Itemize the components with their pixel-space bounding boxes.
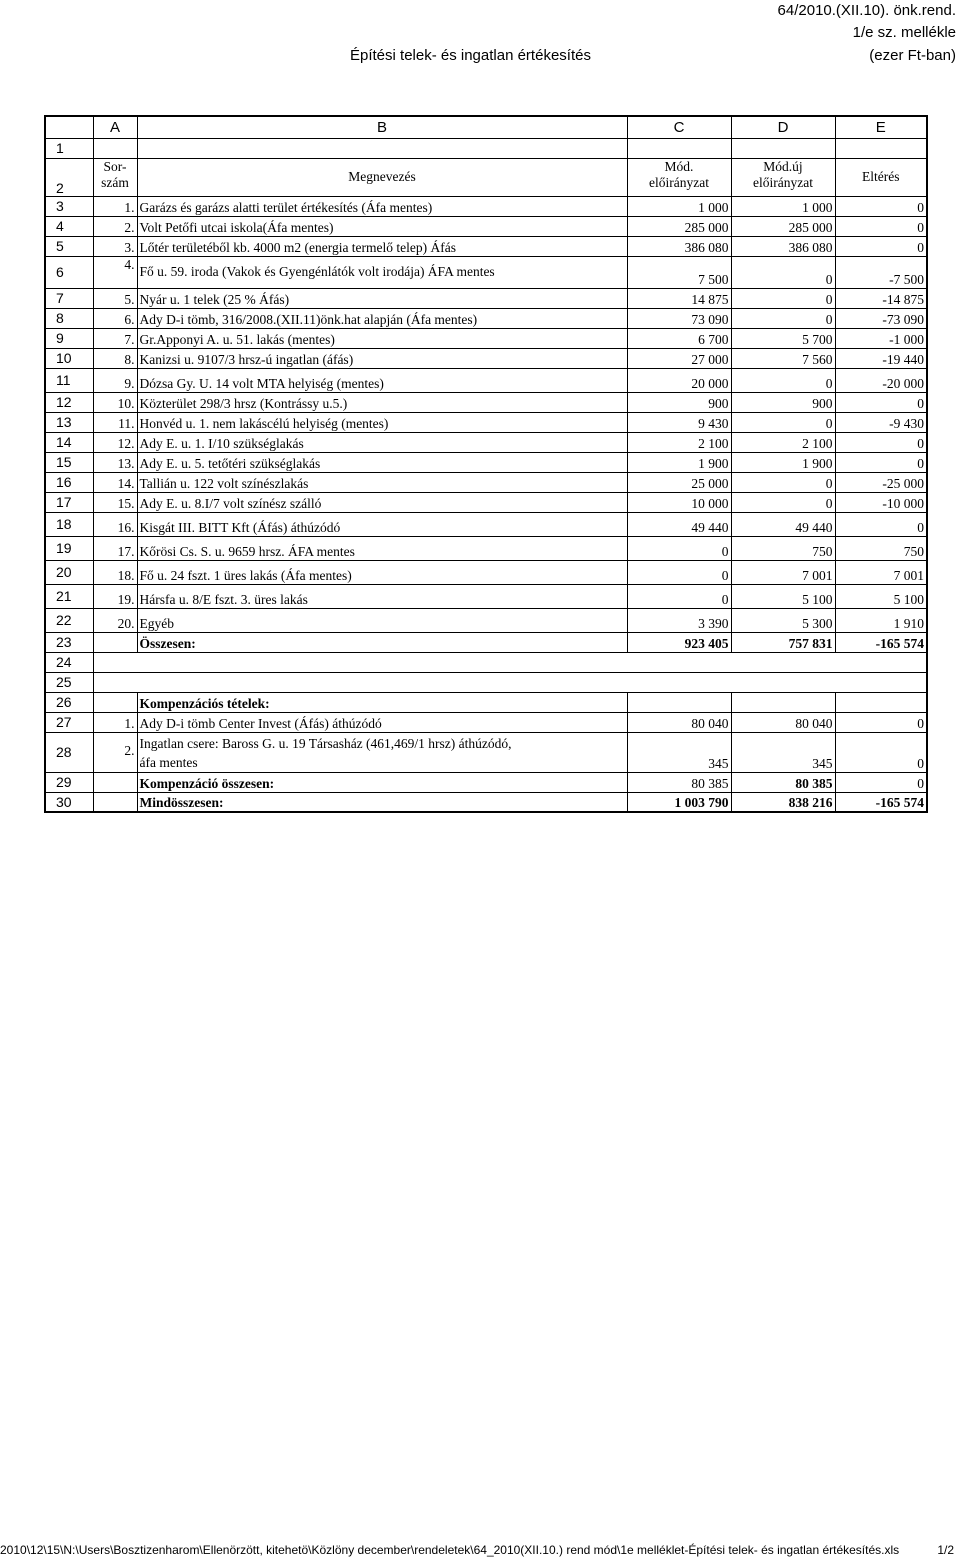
value-elteres: -14 875 xyxy=(835,288,927,308)
value-mod: 345 xyxy=(627,732,731,772)
value-mod-uj: 1 900 xyxy=(731,452,835,472)
header-elteres: Eltérés xyxy=(835,158,927,196)
row-number: 5 xyxy=(45,236,93,256)
column-letter-b: B xyxy=(137,116,627,138)
empty-row xyxy=(45,652,927,672)
value-elteres: -19 440 xyxy=(835,348,927,368)
value-mod: 386 080 xyxy=(627,236,731,256)
item-name xyxy=(137,732,627,772)
value-elteres: 0 xyxy=(835,216,927,236)
item-name: Egyéb xyxy=(137,608,627,632)
table-row xyxy=(45,584,927,608)
table-row xyxy=(45,472,927,492)
table-row xyxy=(45,216,927,236)
item-name: Ady D-i tömb, 316/2008.(XII.11)önk.hat alapján (Áfa mentes) xyxy=(137,308,627,328)
value-mod: 73 090 xyxy=(627,308,731,328)
appendix-label: 1/e sz. mellékle xyxy=(852,24,956,41)
value-mod-uj: 49 440 xyxy=(731,512,835,536)
row-number: 30 xyxy=(45,792,93,812)
value-mod: 6 700 xyxy=(627,328,731,348)
row-number: 24 xyxy=(45,652,93,672)
column-letter-d: D xyxy=(731,116,835,138)
row-number: 11 xyxy=(45,368,93,392)
item-number xyxy=(93,632,137,652)
row-number: 19 xyxy=(45,536,93,560)
item-number: 1. xyxy=(93,712,137,732)
row-number: 1 xyxy=(45,138,93,158)
table-row xyxy=(45,196,927,216)
value-elteres: 7 001 xyxy=(835,560,927,584)
item-number: 5. xyxy=(93,288,137,308)
value-elteres: 0 xyxy=(835,432,927,452)
value-mod-uj: 2 100 xyxy=(731,432,835,452)
value-mod: 900 xyxy=(627,392,731,412)
item-number: 15. xyxy=(93,492,137,512)
column-letter-e: E xyxy=(835,116,927,138)
table-row xyxy=(45,560,927,584)
value-elteres: 1 910 xyxy=(835,608,927,632)
item-name: Volt Petőfi utcai iskola(Áfa mentes) xyxy=(137,216,627,236)
value-mod-uj: 1 000 xyxy=(731,196,835,216)
value-elteres: -20 000 xyxy=(835,368,927,392)
row-number: 17 xyxy=(45,492,93,512)
column-letter-c: C xyxy=(627,116,731,138)
section-header-row xyxy=(45,692,927,712)
value-mod: 2 100 xyxy=(627,432,731,452)
item-name: Fő u. 59. iroda (Vakok és Gyengénlátók volt irodája) ÁFA mentes xyxy=(137,256,627,288)
row-number: 18 xyxy=(45,512,93,536)
item-name-line-1: Ingatlan csere: Baross G. u. 19 Társasház (461,469/1 hrsz) áthúzódó, xyxy=(139,735,512,751)
item-number: 3. xyxy=(93,236,137,256)
total-mod-uj: 757 831 xyxy=(731,632,835,652)
table-row xyxy=(45,256,927,288)
item-name: Ady E. u. 1. I/10 szükséglakás xyxy=(137,432,627,452)
value-elteres: 0 xyxy=(835,236,927,256)
item-name: Dózsa Gy. U. 14 volt MTA helyiség (mentes) xyxy=(137,368,627,392)
document-reference: 64/2010.(XII.10). önk.rend. xyxy=(777,2,956,19)
item-name: Kanizsi u. 9107/3 hrsz-ú ingatlan (áfás) xyxy=(137,348,627,368)
table-row xyxy=(45,512,927,536)
value-mod: 285 000 xyxy=(627,216,731,236)
value-elteres: 0 xyxy=(835,732,927,772)
header-mod-uj: Mód.új előirányzat xyxy=(731,158,835,196)
value-mod-uj: 7 560 xyxy=(731,348,835,368)
value-mod-uj: 900 xyxy=(731,392,835,412)
empty-cell xyxy=(835,692,927,712)
value-mod: 49 440 xyxy=(627,512,731,536)
header-megnevezes: Megnevezés xyxy=(137,158,627,196)
row-number: 7 xyxy=(45,288,93,308)
row-number-header xyxy=(45,116,93,138)
item-name: Gr.Apponyi A. u. 51. lakás (mentes) xyxy=(137,328,627,348)
row-number: 4 xyxy=(45,216,93,236)
table-row xyxy=(45,328,927,348)
row-number: 8 xyxy=(45,308,93,328)
value-mod-uj: 5 100 xyxy=(731,584,835,608)
value-mod: 0 xyxy=(627,536,731,560)
value-mod: 1 000 xyxy=(627,196,731,216)
value-mod-uj: 750 xyxy=(731,536,835,560)
row-number: 22 xyxy=(45,608,93,632)
value-elteres: -25 000 xyxy=(835,472,927,492)
row-number: 16 xyxy=(45,472,93,492)
item-number: 4. xyxy=(93,256,137,288)
row-number: 28 xyxy=(45,732,93,772)
value-mod-uj: 386 080 xyxy=(731,236,835,256)
item-number: 9. xyxy=(93,368,137,392)
value-mod-uj: 80 040 xyxy=(731,712,835,732)
item-number: 8. xyxy=(93,348,137,368)
row-number: 26 xyxy=(45,692,93,712)
value-mod-uj: 0 xyxy=(731,308,835,328)
row-number: 10 xyxy=(45,348,93,368)
item-name: Ady E. u. 8.I/7 volt színész szálló xyxy=(137,492,627,512)
item-name: Kőrösi Cs. S. u. 9659 hrsz. ÁFA mentes xyxy=(137,536,627,560)
value-mod: 25 000 xyxy=(627,472,731,492)
value-elteres: 0 xyxy=(835,512,927,536)
item-number: 6. xyxy=(93,308,137,328)
row-number: 27 xyxy=(45,712,93,732)
row-number: 3 xyxy=(45,196,93,216)
item-number: 1. xyxy=(93,196,137,216)
row-number: 23 xyxy=(45,632,93,652)
table-row xyxy=(45,608,927,632)
value-mod-uj: 0 xyxy=(731,492,835,512)
item-name: Honvéd u. 1. nem lakáscélú helyiség (mentes) xyxy=(137,412,627,432)
grand-total-mod-uj: 838 216 xyxy=(731,792,835,812)
table-row xyxy=(45,712,927,732)
value-mod-uj: 0 xyxy=(731,472,835,492)
table-row xyxy=(45,492,927,512)
value-mod: 1 900 xyxy=(627,452,731,472)
item-number: 2. xyxy=(93,216,137,236)
table-row xyxy=(45,392,927,412)
total-row xyxy=(45,632,927,652)
item-name: Lőtér területéből kb. 4000 m2 (energia termelő telep) Áfás xyxy=(137,236,627,256)
item-number: 7. xyxy=(93,328,137,348)
grand-total-mod: 1 003 790 xyxy=(627,792,731,812)
item-number: 16. xyxy=(93,512,137,536)
table-row xyxy=(45,412,927,432)
value-mod: 0 xyxy=(627,584,731,608)
item-name-line-2: áfa mentes xyxy=(139,754,198,770)
table-row xyxy=(45,308,927,328)
value-mod-uj: 0 xyxy=(731,256,835,288)
comp-total-label: Kompenzáció összesen: xyxy=(137,772,627,792)
item-number xyxy=(93,792,137,812)
total-elteres: -165 574 xyxy=(835,632,927,652)
value-elteres: -73 090 xyxy=(835,308,927,328)
value-mod-uj: 5 300 xyxy=(731,608,835,632)
empty-row xyxy=(45,672,927,692)
row-number: 20 xyxy=(45,560,93,584)
grand-total-elteres: -165 574 xyxy=(835,792,927,812)
row-number: 14 xyxy=(45,432,93,452)
item-number: 11. xyxy=(93,412,137,432)
value-mod: 9 430 xyxy=(627,412,731,432)
item-number: 14. xyxy=(93,472,137,492)
table-row xyxy=(45,138,927,158)
table-row xyxy=(45,368,927,392)
file-path: 2010\12\15\N:\Users\Bosztizenharom\Ellenörzött, kitehetö\Közlöny december\rendeletek\64_2010(XII.10.) rend mód\1e melléklet-Építési telek- és ingatlan értékesítés.xls xyxy=(0,1543,900,1557)
table-row xyxy=(45,236,927,256)
total-mod: 923 405 xyxy=(627,632,731,652)
header-sorszam: Sor- szám xyxy=(93,158,137,196)
comp-total-mod-uj: 80 385 xyxy=(731,772,835,792)
item-name: Kisgát III. BITT Kft (Áfás) áthúzódó xyxy=(137,512,627,536)
comp-total-row xyxy=(45,772,927,792)
value-elteres: -1 000 xyxy=(835,328,927,348)
comp-total-elteres: 0 xyxy=(835,772,927,792)
unit-label: (ezer Ft-ban) xyxy=(869,47,956,64)
value-mod-uj: 5 700 xyxy=(731,328,835,348)
item-name: Ady D-i tömb Center Invest (Áfás) áthúzódó xyxy=(137,712,627,732)
value-elteres: 0 xyxy=(835,452,927,472)
value-mod: 27 000 xyxy=(627,348,731,368)
column-letter-a: A xyxy=(93,116,137,138)
item-name: Közterület 298/3 hrsz (Kontrássy u.5.) xyxy=(137,392,627,412)
value-mod: 3 390 xyxy=(627,608,731,632)
value-mod: 10 000 xyxy=(627,492,731,512)
value-mod: 14 875 xyxy=(627,288,731,308)
item-name: Tallián u. 122 volt színészlakás xyxy=(137,472,627,492)
row-number: 12 xyxy=(45,392,93,412)
item-number: 19. xyxy=(93,584,137,608)
column-header-row xyxy=(45,158,927,196)
empty-cell xyxy=(93,652,927,672)
value-elteres: -7 500 xyxy=(835,256,927,288)
table-row xyxy=(45,732,927,772)
page-title: Építési telek- és ingatlan értékesítés xyxy=(350,47,591,64)
row-number: 2 xyxy=(45,158,93,196)
empty-cell xyxy=(627,692,731,712)
value-elteres: 0 xyxy=(835,712,927,732)
table-row xyxy=(45,348,927,368)
item-number: 20. xyxy=(93,608,137,632)
item-name: Garázs és garázs alatti terület értékesítés (Áfa mentes) xyxy=(137,196,627,216)
column-letter-row xyxy=(45,116,927,138)
row-number: 13 xyxy=(45,412,93,432)
budget-table xyxy=(44,115,928,813)
empty-cell xyxy=(731,692,835,712)
value-mod: 0 xyxy=(627,560,731,584)
row-number: 25 xyxy=(45,672,93,692)
comp-total-mod: 80 385 xyxy=(627,772,731,792)
item-name: Nyár u. 1 telek (25 % Áfás) xyxy=(137,288,627,308)
item-number: 18. xyxy=(93,560,137,584)
row-number: 6 xyxy=(45,256,93,288)
item-number xyxy=(93,772,137,792)
page-number: 1/2 xyxy=(937,1543,954,1557)
item-name: Hársfa u. 8/E fszt. 3. üres lakás xyxy=(137,584,627,608)
empty-cell xyxy=(93,672,927,692)
value-mod: 80 040 xyxy=(627,712,731,732)
row-number: 29 xyxy=(45,772,93,792)
value-elteres: 750 xyxy=(835,536,927,560)
item-number: 10. xyxy=(93,392,137,412)
value-mod-uj: 0 xyxy=(731,412,835,432)
item-number: 17. xyxy=(93,536,137,560)
table-row xyxy=(45,536,927,560)
item-number: 12. xyxy=(93,432,137,452)
table-row xyxy=(45,452,927,472)
grand-total-label: Mindösszesen: xyxy=(137,792,627,812)
item-name: Ady E. u. 5. tetőtéri szükséglakás xyxy=(137,452,627,472)
header-mod: Mód. előirányzat xyxy=(627,158,731,196)
grand-total-row xyxy=(45,792,927,812)
row-number: 15 xyxy=(45,452,93,472)
value-mod-uj: 0 xyxy=(731,368,835,392)
item-number: 13. xyxy=(93,452,137,472)
item-name: Fő u. 24 fszt. 1 üres lakás (Áfa mentes) xyxy=(137,560,627,584)
value-mod: 7 500 xyxy=(627,256,731,288)
section-title: Kompenzációs tételek: xyxy=(137,692,627,712)
file-path-footer xyxy=(0,1543,956,1557)
value-elteres: -10 000 xyxy=(835,492,927,512)
table-row xyxy=(45,432,927,452)
item-number: 2. xyxy=(93,732,137,772)
table-row xyxy=(45,288,927,308)
value-elteres: 0 xyxy=(835,392,927,412)
value-elteres: -9 430 xyxy=(835,412,927,432)
value-mod-uj: 7 001 xyxy=(731,560,835,584)
value-mod-uj: 345 xyxy=(731,732,835,772)
item-number xyxy=(93,692,137,712)
value-elteres: 5 100 xyxy=(835,584,927,608)
row-number: 21 xyxy=(45,584,93,608)
value-elteres: 0 xyxy=(835,196,927,216)
row-number: 9 xyxy=(45,328,93,348)
value-mod-uj: 0 xyxy=(731,288,835,308)
total-label: Összesen: xyxy=(137,632,627,652)
value-mod: 20 000 xyxy=(627,368,731,392)
value-mod-uj: 285 000 xyxy=(731,216,835,236)
